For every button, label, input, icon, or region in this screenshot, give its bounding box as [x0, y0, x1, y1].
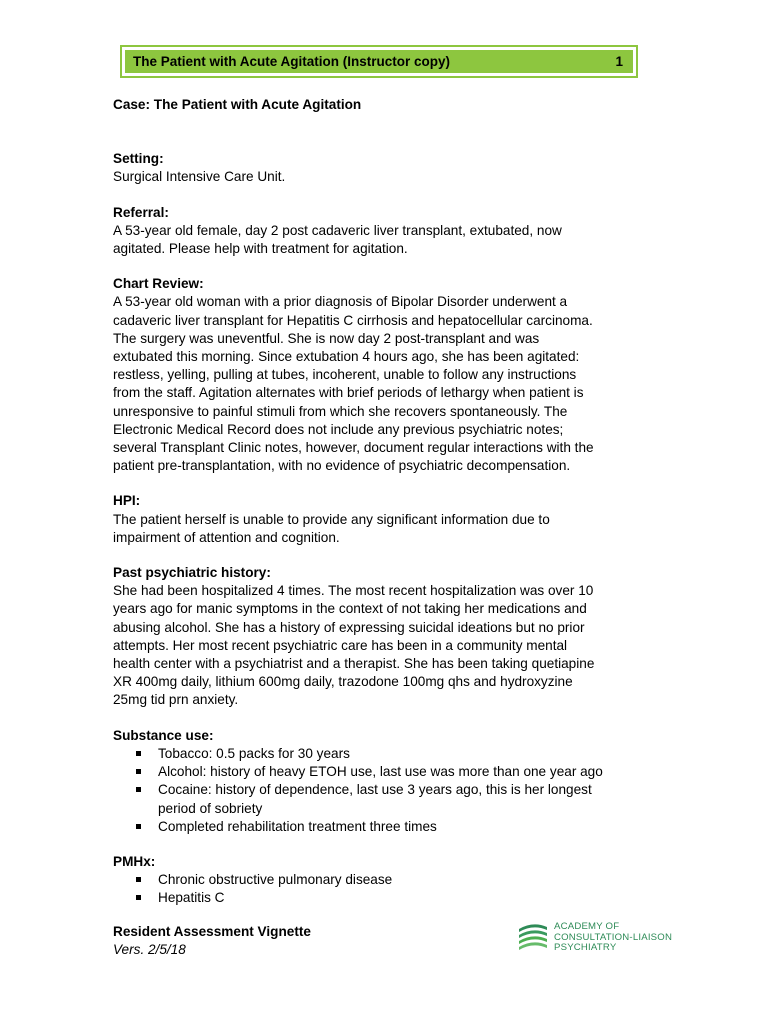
text-line: Alcohol: history of heavy ETOH use, last use was more than one year ago — [158, 764, 603, 780]
text-line: several Transplant Clinic notes, however, document regular interactions with the — [113, 440, 594, 456]
text-line: abusing alcohol. She has a history of expressing suicidal ideations but no prior — [113, 619, 585, 635]
pmhx-section — [113, 853, 658, 908]
header-bar — [125, 50, 633, 73]
text-line: attempts. Her most recent psychiatric care has been in a community mental — [113, 637, 568, 653]
text-line: Tobacco: 0.5 packs for 30 years — [158, 745, 350, 761]
list-item — [136, 763, 658, 781]
footer — [113, 923, 311, 959]
list-item — [136, 889, 658, 907]
bullet-icon — [136, 877, 141, 882]
text-line: health center with a psychiatrist and a therapist. She has been taking quetiapine — [113, 656, 595, 672]
header-title: The Patient with Acute Agitation (Instructor copy) — [133, 54, 451, 69]
text-line: Cocaine: history of dependence, last use 3 years ago, this is her longest — [158, 782, 592, 798]
referral-heading: Referral: — [113, 204, 169, 220]
bullet-icon — [136, 824, 141, 829]
list-item — [136, 781, 658, 817]
bullet-icon — [136, 751, 141, 756]
page-number: 1 — [615, 54, 623, 69]
chart-review-text — [113, 293, 658, 475]
text-line: from the staff. Agitation alternates with brief periods of lethargy when patient is — [113, 385, 584, 401]
chart-review-section — [113, 275, 658, 475]
text-line: impairment of attention and cognition. — [113, 529, 340, 545]
pmhx-list — [113, 871, 658, 907]
academy-logo — [517, 921, 672, 955]
hpi-text — [113, 511, 658, 547]
logo-line: ACADEMY OF — [554, 921, 620, 933]
setting-section — [113, 150, 658, 186]
bullet-icon — [136, 769, 141, 774]
past-psych-text — [113, 582, 658, 709]
text-line: unresponsive to painful stimuli from which she recovers spontaneously. The — [113, 403, 568, 419]
past-psych-section — [113, 564, 658, 710]
substance-use-heading: Substance use: — [113, 727, 214, 743]
bullet-icon — [136, 787, 141, 792]
text-line: The surgery was uneventful. She is now day 2 post-transplant and was — [113, 330, 540, 346]
list-item — [136, 871, 658, 889]
text-line: 25mg tid prn anxiety. — [113, 692, 239, 708]
text-line: agitated. Please help with treatment for agitation. — [113, 241, 408, 257]
setting-heading: Setting: — [113, 151, 164, 167]
substance-use-list — [113, 745, 658, 836]
document-body — [113, 96, 658, 908]
text-line: cadaveric liver transplant for Hepatitis C cirrhosis and hepatocellular carcinoma. — [113, 312, 593, 328]
bullet-icon — [136, 895, 141, 900]
setting-text: Surgical Intensive Care Unit. — [113, 169, 286, 185]
text-line: A 53-year old woman with a prior diagnosis of Bipolar Disorder underwent a — [113, 294, 568, 310]
hpi-heading: HPI: — [113, 493, 141, 509]
list-item — [136, 818, 658, 836]
text-line: Hepatitis C — [158, 890, 225, 906]
pmhx-heading: PMHx: — [113, 853, 156, 869]
hpi-section — [113, 492, 658, 547]
text-line: extubated this morning. Since extubation 4 hours ago, she has been agitated: — [113, 349, 580, 365]
text-line: patient pre-transplantation, with no evidence of psychiatric decompensation. — [113, 458, 571, 474]
logo-line: PSYCHIATRY — [554, 942, 617, 954]
logo-mark-icon — [517, 921, 549, 955]
text-line: A 53-year old female, day 2 post cadaveric liver transplant, extubated, now — [113, 222, 562, 238]
logo-text — [554, 922, 672, 954]
text-line: The patient herself is unable to provide any significant information due to — [113, 511, 550, 527]
header-box — [120, 45, 638, 78]
logo-line: CONSULTATION-LIAISON — [554, 931, 673, 943]
footer-version: Vers. 2/5/18 — [113, 942, 186, 957]
referral-section — [113, 204, 658, 259]
past-psych-heading: Past psychiatric history: — [113, 565, 271, 581]
text-line: Electronic Medical Record does not include any previous psychiatric notes; — [113, 421, 564, 437]
text-line: restless, yelling, pulling at tubes, incoherent, unable to follow any instructions — [113, 367, 577, 383]
text-line: Chronic obstructive pulmonary disease — [158, 872, 393, 888]
referral-text — [113, 222, 658, 258]
text-line: Completed rehabilitation treatment three times — [158, 818, 437, 834]
text-line: She had been hospitalized 4 times. The most recent hospitalization was over 10 — [113, 583, 594, 599]
substance-use-section — [113, 727, 658, 836]
text-line: years ago for manic symptoms in the context of not taking her medications and — [113, 601, 587, 617]
case-title: Case: The Patient with Acute Agitation — [113, 97, 362, 112]
list-item — [136, 745, 658, 763]
text-line: period of sobriety — [158, 800, 263, 816]
text-line: XR 400mg daily, lithium 600mg daily, trazodone 100mg qhs and hydroxyzine — [113, 674, 573, 690]
footer-vignette: Resident Assessment Vignette — [113, 924, 311, 939]
chart-review-heading: Chart Review: — [113, 276, 204, 292]
